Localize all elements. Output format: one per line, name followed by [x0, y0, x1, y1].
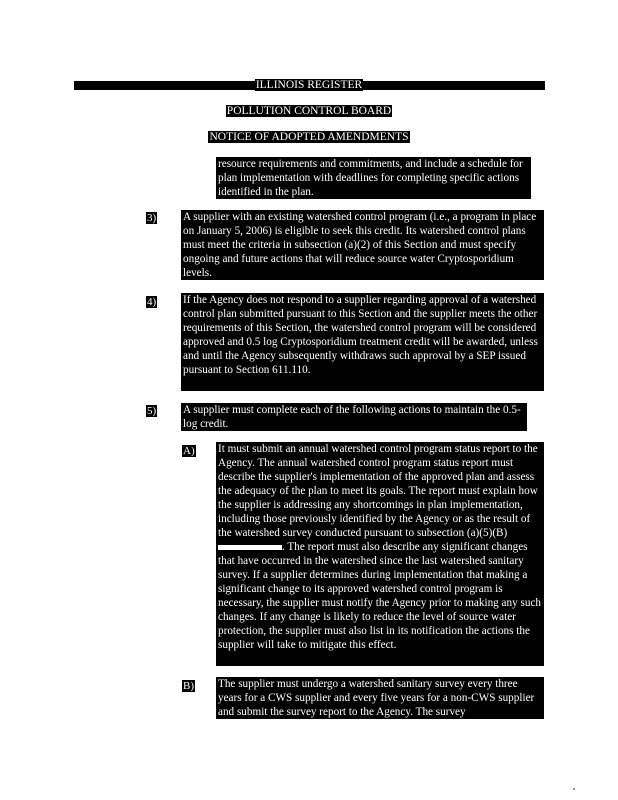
subitem-paragraph-b: The supplier must undergo a watershed sanitary survey every three years for a CWS supplier and every five years for a non-CWS supplier and submit the survey report to the Agency. The survey [216, 677, 544, 719]
item-label-3: 3) [147, 212, 157, 224]
item-paragraph-5: A supplier must complete each of the following actions to maintain the 0.5-log credit. [181, 403, 527, 431]
subitem-label-a: A) [183, 445, 195, 457]
register-title: ILLINOIS REGISTER [255, 79, 363, 91]
subitem-a-text-before: It must submit an annual watershed control program status report to the Agency. The annual watershed control program status report must describe the supplier's implementation of the approved plan and assess the adequacy of the plan to meet its goals. The report must explain how the supplier is addressing any shortcomings in plan implementation, including those previously identified by the Agency or as the result of the watershed survey conducted pursuant to subsection (a)(5)(B) [218, 443, 538, 539]
subitem-paragraph-a [216, 442, 544, 666]
continuation-paragraph: resource requirements and commitments, and include a schedule for plan implementation with deadlines for completing specific actions identified in the plan. [216, 157, 531, 199]
subitem-label-b: B) [183, 680, 194, 692]
item-label-4: 4) [147, 296, 157, 308]
item-paragraph-4: If the Agency does not respond to a supplier regarding approval of a watershed control plan submitted pursuant to this Section and the supplier meets the other requirements of this Section, the watershed control program will be considered approved and 0.5 log Cryptosporidium treatment credit will be awarded, unless and until the Agency subsequently withdraws such approval by a SEP issued pursuant to Section 611.110. [181, 293, 544, 391]
board-title: POLLUTION CONTROL BOARD [226, 105, 392, 117]
notice-title: NOTICE OF ADOPTED AMENDMENTS [209, 131, 409, 143]
redaction-mark [218, 545, 282, 550]
scan-speck [573, 788, 575, 790]
subitem-a-text-after: . The report must also describe any significant changes that have occurred in the watershed since the last watershed sanitary survey. If a supplier determines during implementation that making a significant change to its approved watershed control program is necessary, the supplier must notify the Agency prior to making any such changes. If any change is likely to reduce the level of source water protection, the supplier must also list in its notification the actions the supplier will take to mitigate this effect. [218, 541, 542, 651]
item-label-5: 5) [147, 405, 157, 417]
item-paragraph-3: A supplier with an existing watershed control program (i.e., a program in place on January 5, 2006) is eligible to seek this credit. Its watershed control plans must meet the criteria in subsection (a)(2) of this Section and must specify ongoing and future actions that will reduce source water Cryptosporidium levels. [181, 210, 544, 280]
